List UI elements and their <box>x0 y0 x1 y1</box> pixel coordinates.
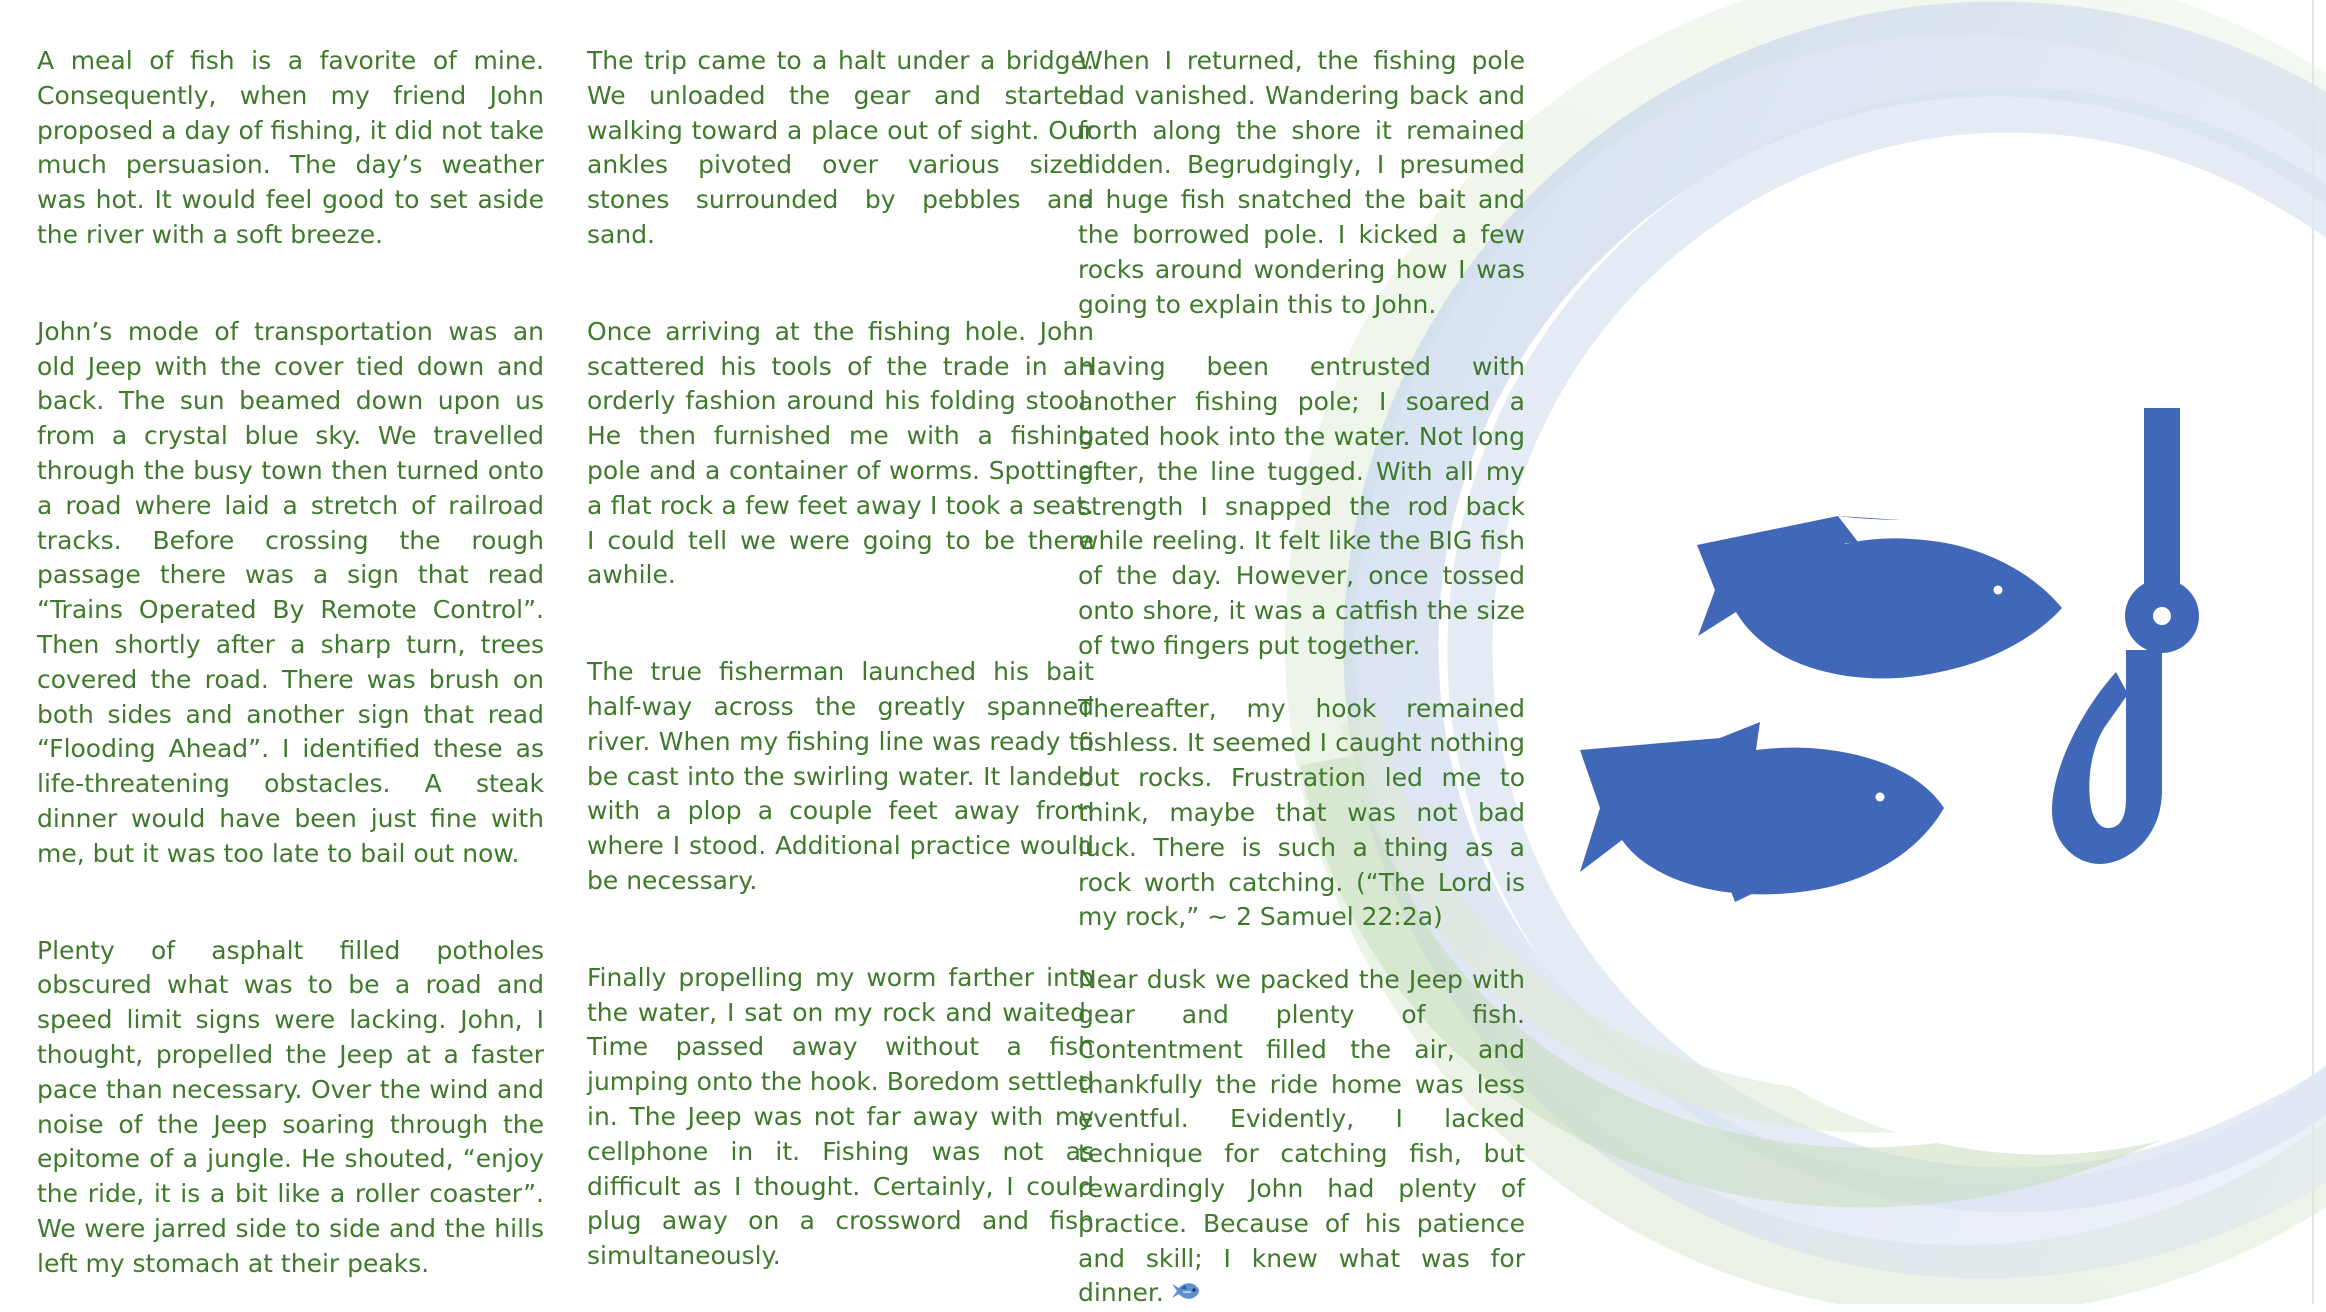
paragraph: A meal of fish is a favorite of mine. Consequently, when my friend John proposed a day of fishing, it did not take much persuasion. The day’s weather was hot. It would feel good to set aside the river with a soft breeze. <box>37 46 544 249</box>
text-column-2 <box>587 44 1094 1274</box>
paragraph: Finally propelling my worm farther into the water, I sat on my rock and waited. Time passed away without a fish jumping onto the hook. Boredom settled in. The Jeep was not far away with my cellphone in it. Fishing was not as difficult as I thought. Certainly, I could plug away on a crossword and fish simultaneously. <box>587 962 1094 1271</box>
paragraph: Having been entrusted with another fishing pole; I soared a bated hook into the water. Not long after, the line tugged. With all my strength I snapped the rod back while reeling. It felt like the BIG fish of the day. However, once tossed onto shore, it was a catfish the size of two fingers put together. <box>1078 352 1525 660</box>
text-column-1 <box>37 44 544 1282</box>
text-column-3 <box>1078 44 1525 1312</box>
small-fish-icon <box>1170 1277 1200 1312</box>
paragraph-text: Near dusk we packed the Jeep with gear and plenty of fish. Contentment filled the air, and thankfully the ride home was less eventful. Evidently, I lacked technique for catching fish, but rewardingly John had plenty of practice. Because of his patience and skill; I knew what was for dinner. <box>1078 965 1525 1308</box>
paragraph: Once arriving at the fishing hole. John scattered his tools of the trade in an orderly fashion around his folding stool. He then furnished me with a fishing pole and a container of worms. Spotting a flat rock a few feet away I took a seat. I could tell we were going to be there awhile. <box>587 316 1094 590</box>
paragraph: The true fisherman launched his bait half-way across the greatly spanned river. When my fishing line was ready to be cast into the swirling water. It landed with a plop a couple feet away from where I stood. Additional practice would be necessary. <box>587 657 1094 895</box>
paragraph: John’s mode of transportation was an old Jeep with the cover tied down and back. The sun beamed down upon us from a crystal blue sky. We travelled through the busy town then turned onto a road where laid a stretch of railroad tracks. Before crossing the rough passage there was a sign that read “Trains Operated By Remote Control”. Then shortly after a sharp turn, trees covered the road. There was brush on both sides and another sign that read “Flooding Ahead”. I identified these as life-threatening obstacles. A steak dinner would have been just fine with me, but it was too late to bail out now. <box>37 316 544 868</box>
page-edge <box>2312 0 2314 1304</box>
paragraph: Thereafter, my hook remained fishless. It seemed I caught nothing but rocks. Frustration led me to think, maybe that was not bad luck. There is such a thing as a rock worth catching. (“The Lord is my rock,” ~ 2 Samuel 22:2a) <box>1078 693 1525 932</box>
paragraph-last <box>1078 963 1525 1312</box>
paragraph: The trip came to a halt under a bridge. We unloaded the gear and started walking toward a place out of sight. Our ankles pivoted over various sized stones surrounded by pebbles and sand. <box>587 46 1094 249</box>
paragraph: When I returned, the fishing pole had vanished. Wandering back and forth along the shore it remained hidden. Begrudgingly, I presumed a huge fish snatched the bait and the borrowed pole. I kicked a few rocks around wondering how I was going to explain this to John. <box>1078 46 1525 319</box>
paragraph: Plenty of asphalt filled potholes obscured what was to be a road and speed limit signs were lacking. John, I thought, propelled the Jeep at a faster pace than necessary. Over the wind and noise of the Jeep soaring through the epitome of a jungle. He shouted, “enjoy the ride, it is a bit like a roller coaster”. We were jarred side to side and the hills left my stomach at their peaks. <box>37 935 544 1278</box>
